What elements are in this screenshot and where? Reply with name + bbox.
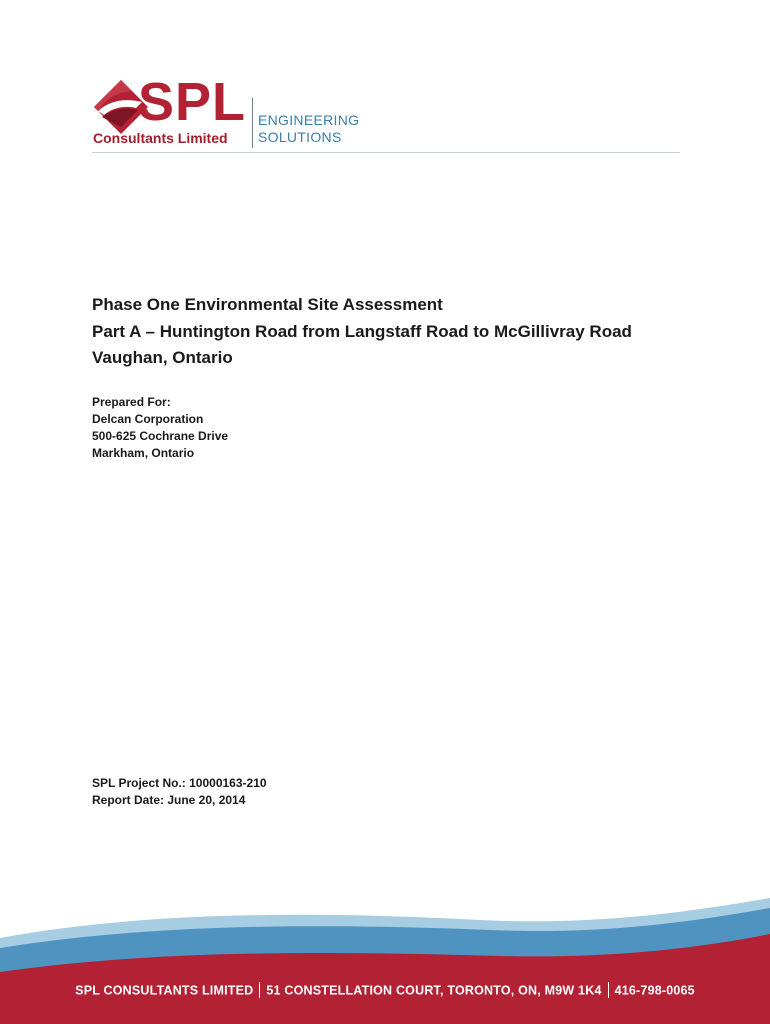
title-line-2: Part A – Huntington Road from Langstaff Road to McGillivray Road: [92, 321, 632, 341]
logo-divider: [252, 98, 253, 148]
footer-company: SPL CONSULTANTS LIMITED: [75, 983, 254, 998]
client-company: Delcan Corporation: [92, 412, 204, 426]
project-number: SPL Project No.: 10000163-210: [92, 776, 267, 790]
report-title: [92, 292, 712, 372]
footer-phone: 416-798-0065: [614, 983, 695, 998]
project-info: [92, 775, 267, 809]
footer-address: 51 CONSTELLATION COURT, TORONTO, ON, M9W 1K4: [266, 983, 602, 998]
header-rule: [92, 152, 680, 153]
footer-separator: [608, 982, 609, 998]
prepared-for-label: Prepared For:: [92, 395, 171, 409]
tagline-line2: SOLUTIONS: [258, 129, 342, 145]
logo-tagline: [258, 112, 359, 146]
footer-separator: [259, 982, 260, 998]
client-street: 500-625 Cochrane Drive: [92, 429, 229, 443]
title-line-3: Vaughan, Ontario: [92, 348, 233, 367]
client-city: Markham, Ontario: [92, 446, 195, 460]
logo-subtitle: Consultants Limited: [93, 130, 228, 146]
prepared-for-block: [92, 394, 228, 462]
title-line-1: Phase One Environmental Site Assessment: [92, 295, 443, 314]
footer-contact-bar: [0, 982, 770, 1000]
footer-wave-graphic: [0, 880, 770, 1024]
logo-wordmark: SPL: [138, 72, 247, 132]
tagline-line1: ENGINEERING: [258, 112, 360, 128]
report-date: Report Date: June 20, 2014: [92, 793, 246, 807]
